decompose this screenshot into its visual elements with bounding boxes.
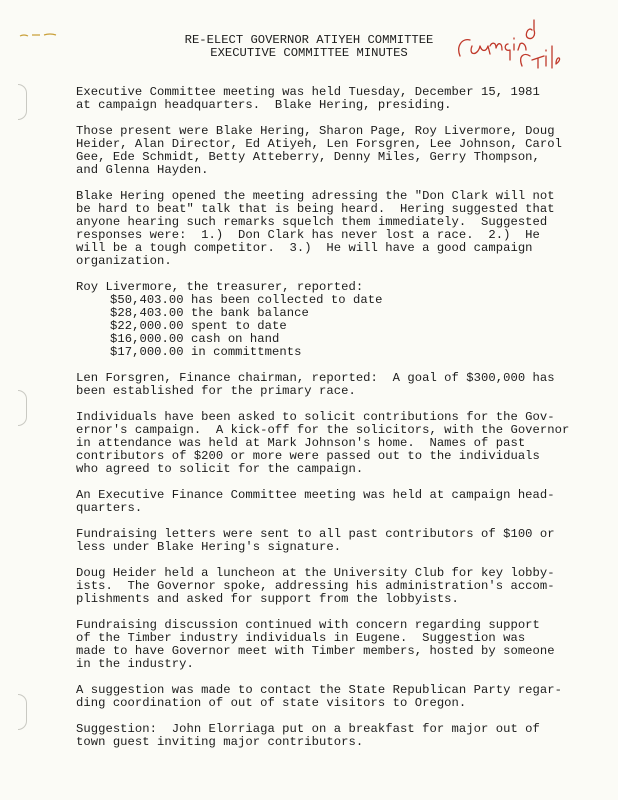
body-line: responses were: 1.) Don Clark has never lost a race. 2.) He [76, 228, 540, 242]
body-line: Roy Livermore, the treasurer, reported: [76, 280, 364, 294]
body-line: A suggestion was made to contact the State Republican Party regar- [76, 683, 563, 697]
body-line: An Executive Finance Committee meeting was held at campaign head- [76, 488, 555, 502]
punch-hole-bottom [18, 694, 27, 730]
body-line: been established for the primary race. [76, 384, 356, 398]
body-line: Heider, Alan Director, Ed Atiyeh, Len Forsgren, Lee Johnson, Carol [76, 137, 563, 151]
body-line: ding coordination of out of state visitors to Oregon. [76, 696, 467, 710]
body-line: Blake Hering opened the meeting adressing the "Don Clark will not [76, 189, 555, 203]
document-title: RE-ELECT GOVERNOR ATIYEH COMMITTEE [184, 33, 434, 47]
body-line: Gee, Ede Schmidt, Betty Atteberry, Denny Miles, Gerry Thompson, [76, 150, 540, 164]
body-line: at campaign headquarters. Blake Hering, presiding. [76, 98, 452, 112]
punch-hole-middle [18, 390, 27, 426]
body-line: Doug Heider held a luncheon at the University Club for key lobby- [76, 566, 555, 580]
body-line: organization. [76, 254, 172, 268]
body-line: contributors of $200 or more were passed out to the individuals [76, 449, 540, 463]
treasurer-item: $16,000.00 cash on hand [110, 332, 280, 346]
body-line: quarters. [76, 501, 143, 515]
treasurer-item: $28,403.00 the bank balance [110, 306, 309, 320]
body-line: Fundraising letters were sent to all past contributors of $100 or [76, 527, 555, 541]
treasurer-item: $50,403.00 has been collected to date [110, 293, 383, 307]
document-subtitle: EXECUTIVE COMMITTEE MINUTES [210, 46, 408, 60]
body-line: Len Forsgren, Finance chairman, reported: A goal of $300,000 has [76, 371, 555, 385]
body-line: of the Timber industry individuals in Eugene. Suggestion was [76, 631, 526, 645]
treasurer-item: $22,000.00 spent to date [110, 319, 287, 333]
body-line: Those present were Blake Hering, Sharon Page, Roy Livermore, Doug [76, 124, 555, 138]
body-line: made to have Governor meet with Timber members, hosted by someone [76, 644, 555, 658]
body-line: and Glenna Hayden. [76, 163, 209, 177]
body-line: who agreed to solicit for the campaign. [76, 462, 364, 476]
punch-hole-top [18, 84, 27, 120]
body-line: will be a tough competitor. 3.) He will have a good campaign [76, 241, 533, 255]
body-line: Individuals have been asked to solicit contributions for the Gov- [76, 410, 555, 424]
body-line: ernor's campaign. A kick-off for the solicitors, with the Governor [76, 423, 570, 437]
treasurer-item: $17,000.00 in committments [110, 345, 302, 359]
body-line: plishments and asked for support from the lobbyists. [76, 592, 459, 606]
body-line: Suggestion: John Elorriaga put on a breakfast for major out of [76, 722, 540, 736]
body-line: town guest inviting major contributors. [76, 735, 364, 749]
body-line: less under Blake Hering's signature. [76, 540, 342, 554]
body-line: be hard to beat" talk that is being heard. Hering suggested that [76, 202, 555, 216]
body-line: ists. The Governor spoke, addressing his administration's accom- [76, 579, 555, 593]
body-line: in attendance was held at Mark Johnson's home. Names of past [76, 436, 526, 450]
body-line: anyone hearing such remarks squelch them immediately. Suggested [76, 215, 548, 229]
body-line: in the industry. [76, 657, 194, 671]
body-line: Fundraising discussion continued with concern regarding support [76, 618, 540, 632]
body-line: Executive Committee meeting was held Tuesday, December 15, 1981 [76, 85, 540, 99]
